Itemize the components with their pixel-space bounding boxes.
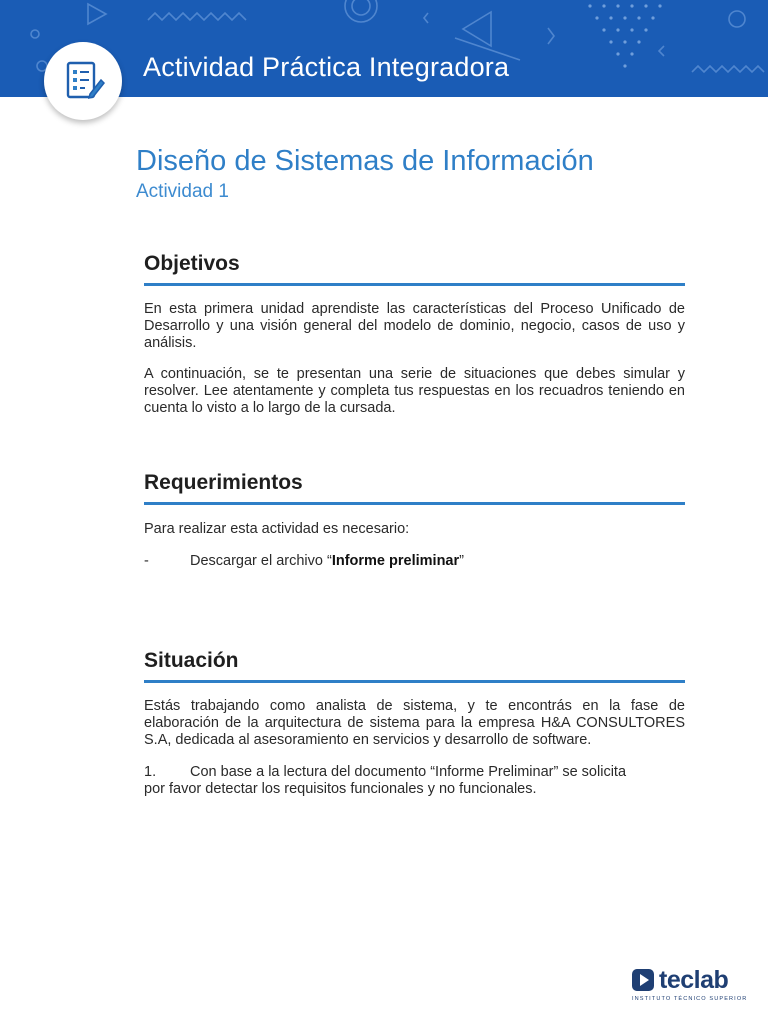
situacion-paragraph-1: Estás trabajando como analista de sistema, y te encontrás en la fase de elaboración de la arquitectura de sistema para la empresa H&A CONSULTORES S.A, dedicada al asesoramiento en servicios y desarrollo de software. — [144, 698, 685, 748]
list-item-suffix: ” — [459, 553, 464, 569]
item-text-line-2: por favor detectar los requisitos funcionales y no funcionales. — [144, 781, 537, 797]
requerimientos-intro: Para realizar esta actividad es necesario: — [144, 521, 410, 537]
item-number: 1. — [144, 764, 157, 780]
document-title: Diseño de Sistemas de Información — [136, 145, 594, 177]
logo-name: teclab — [659, 966, 729, 994]
banner-title: Actividad Práctica Integradora — [143, 52, 510, 82]
logo-tagline: INSTITUTO TÉCNICO SUPERIOR — [632, 996, 748, 1002]
section-requerimientos — [144, 471, 685, 570]
requerimientos-list-item — [144, 553, 685, 570]
numbered-item-line-1 — [144, 764, 685, 781]
objetivos-paragraph-2: A continuación, se te presentan una serie de situaciones que debes simular y resolver. Lee atentamente y completa tus respuestas en los recuadros teniendo en cuenta lo visto a lo largo de la cursada. — [144, 366, 685, 416]
objetivos-paragraph-1: En esta primera unidad aprendiste las características del Proceso Unificado de Desarrollo y una visión general del modelo de dominio, negocio, casos de uso y análisis. — [144, 301, 685, 351]
section-heading: Situación — [144, 649, 685, 683]
list-item-filename: Informe preliminar — [331, 553, 460, 569]
section-heading: Requerimientos — [144, 471, 685, 505]
play-icon — [632, 969, 654, 991]
item-text-line-1: Con base a la lectura del documento “Informe Preliminar” se solicita — [190, 764, 627, 780]
teclab-logo — [632, 966, 752, 1009]
section-situacion — [144, 649, 685, 798]
activity-badge — [44, 42, 122, 120]
document-subtitle: Actividad 1 — [136, 181, 229, 202]
section-objetivos — [144, 252, 685, 417]
checklist-document-icon — [60, 58, 106, 104]
section-heading: Objetivos — [144, 252, 685, 286]
list-marker: - — [144, 553, 149, 569]
situacion-numbered-item — [144, 764, 685, 798]
list-item-prefix: Descargar el archivo “ — [190, 553, 332, 569]
